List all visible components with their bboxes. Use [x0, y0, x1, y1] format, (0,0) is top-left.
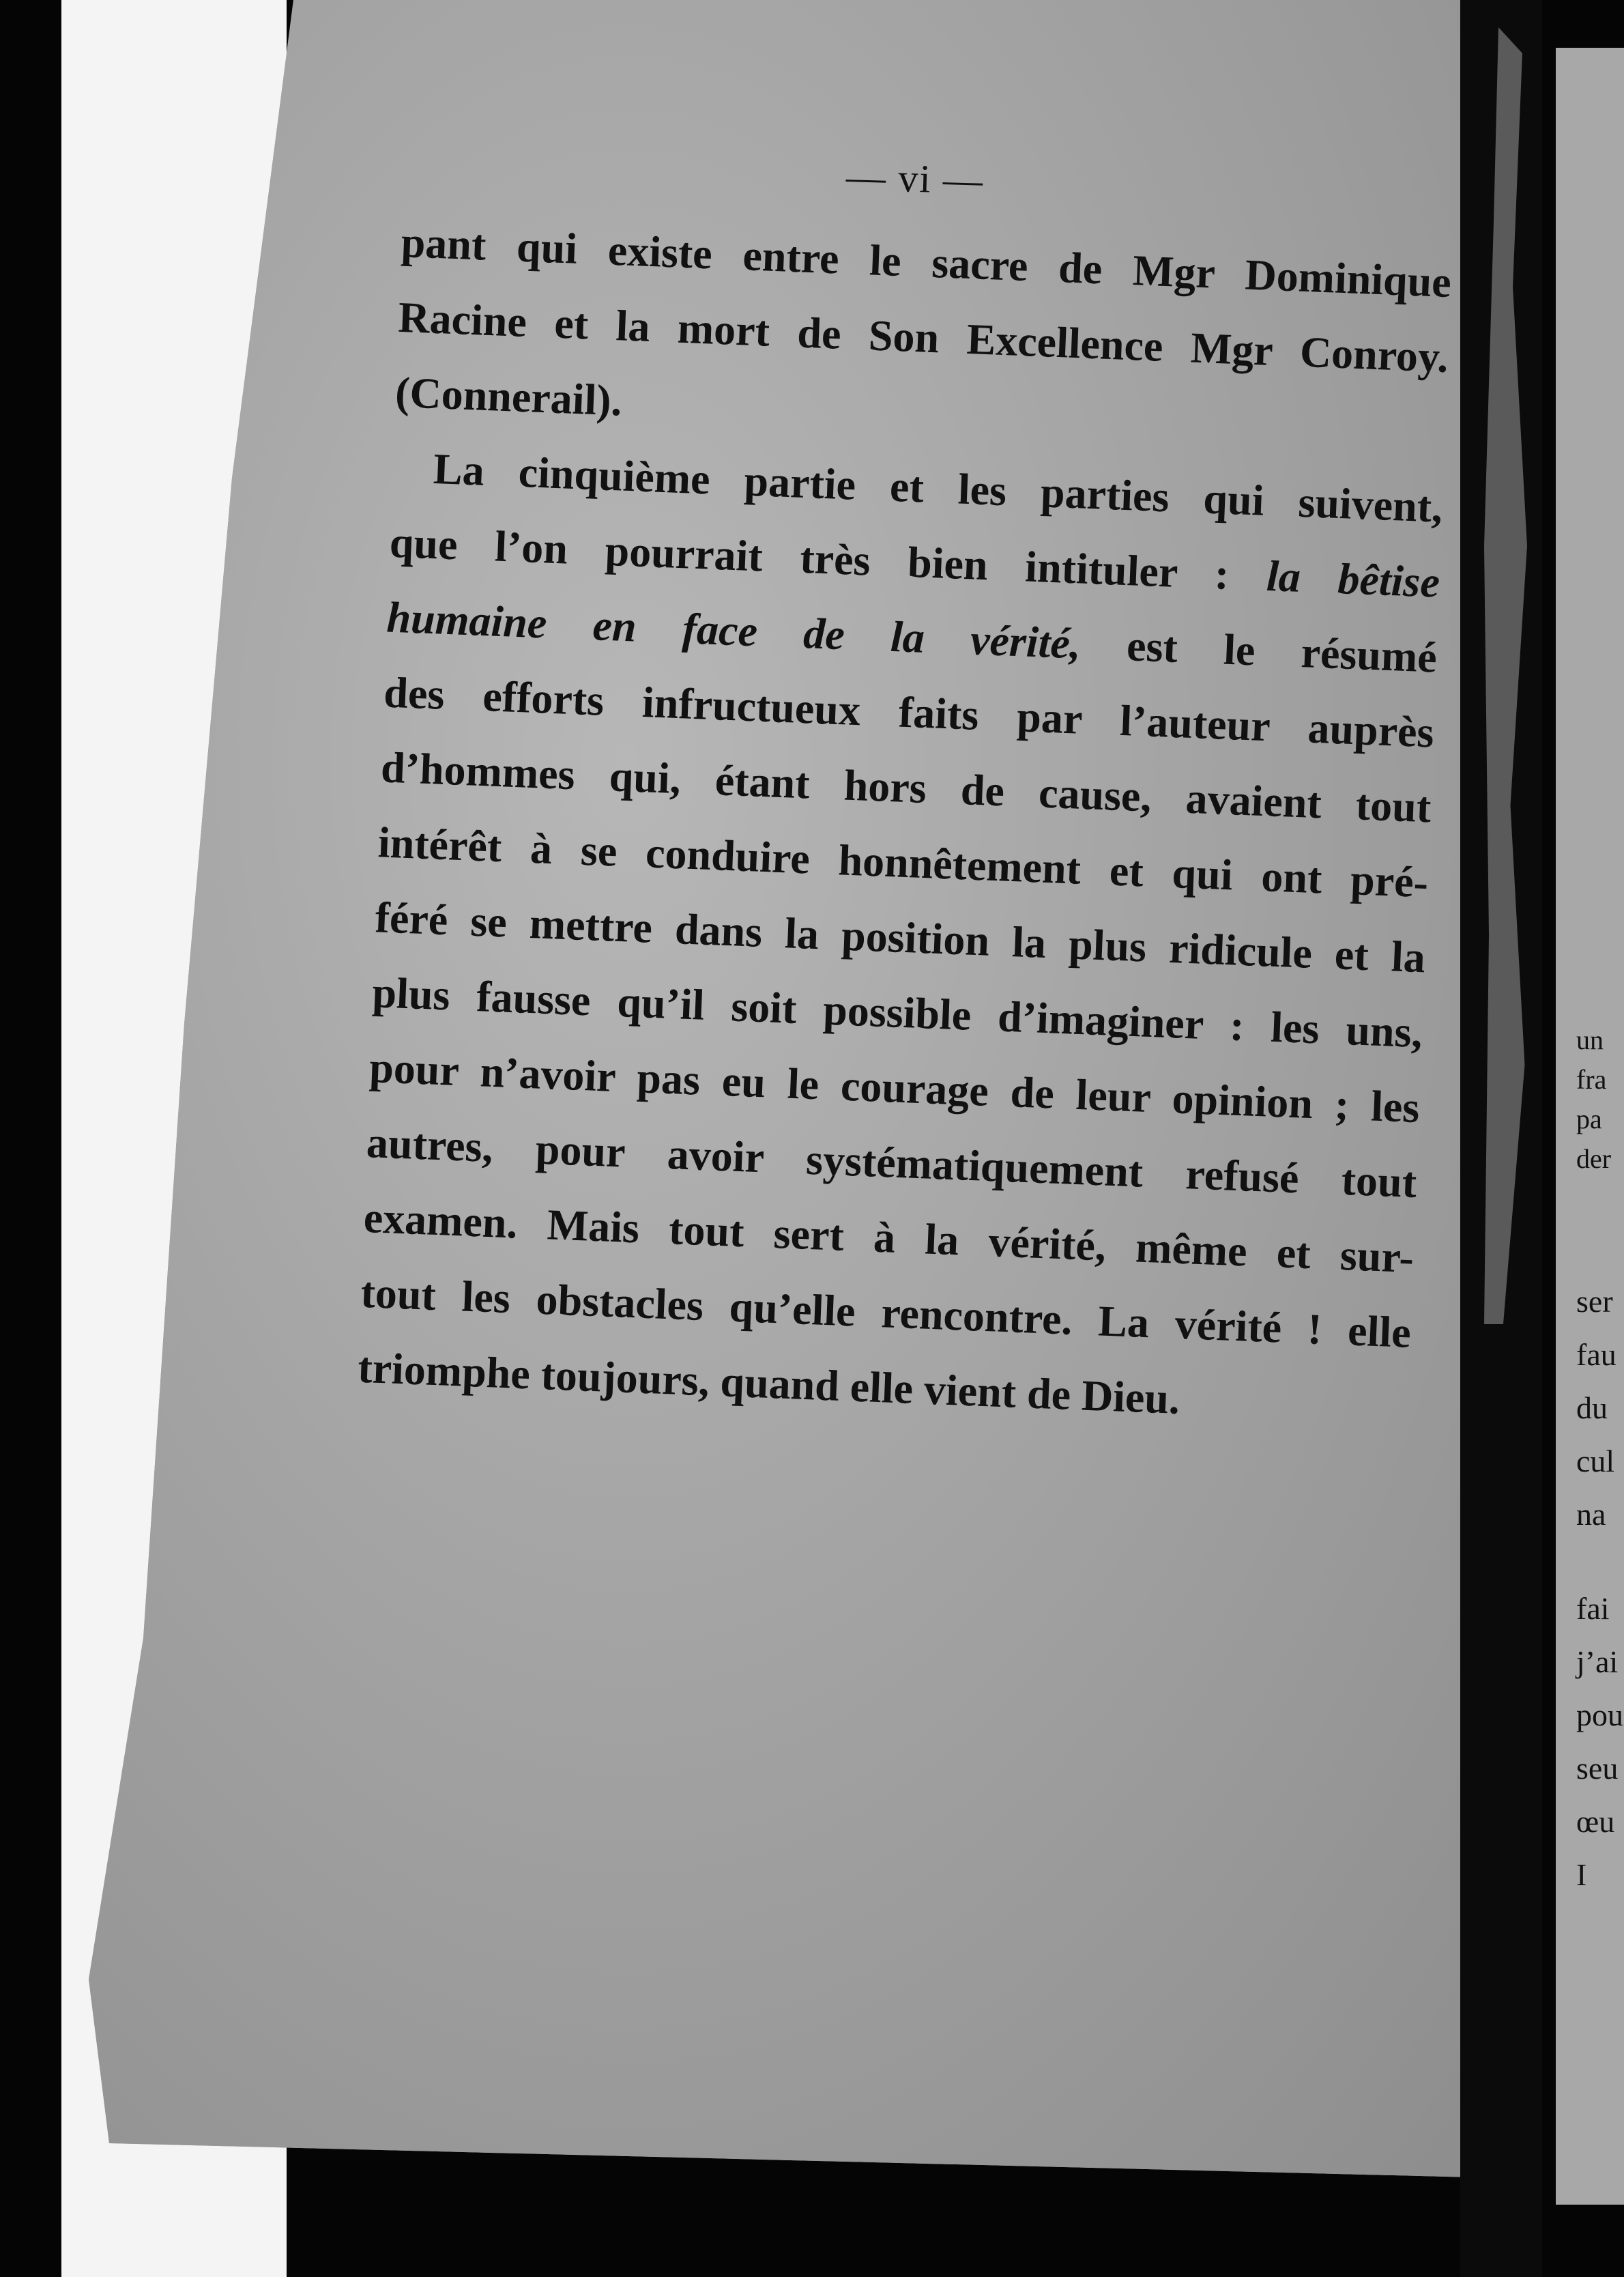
text-line: triomphe toujours, quand elle vient de Dieu.: [357, 1343, 1181, 1423]
next-page-fragment: seu: [1576, 1751, 1619, 1786]
text-line: intérêt à se conduire honnêtement et qui ont pré-: [377, 818, 1430, 907]
text-line: La cinquième partie et les parties qui suivent,: [432, 444, 1444, 532]
text-line: pant qui existe entre le sacre de Mgr Dominique: [400, 217, 1453, 307]
next-page-fragment: I: [1576, 1857, 1587, 1892]
next-page-fragment: fau: [1576, 1337, 1616, 1372]
text-line: d’hommes qui, étant hors de cause, avaient tout: [379, 743, 1432, 832]
text-line: des efforts infructueux faits par l’auteur auprès: [383, 668, 1435, 757]
next-page-fragment: pou: [1576, 1698, 1623, 1732]
next-page-fragment: fai: [1576, 1591, 1610, 1626]
text-line: examen. Mais tout sert à la vérité, même et sur-: [362, 1192, 1415, 1282]
page-number-header: — vi —: [845, 154, 985, 203]
next-page-fragment: j’ai: [1576, 1644, 1619, 1679]
italic-title-fragment: la bêtise: [1265, 552, 1441, 607]
text-line: plus fausse qu’il soit possible d’imaginer : les uns,: [371, 968, 1423, 1057]
body-text: [356, 205, 1452, 1446]
text-line: tout les obstacles qu’elle rencontre. La vérité ! elle: [360, 1268, 1412, 1357]
text-line: pour n’avoir pas eu le courage de leur opinion ; les: [368, 1043, 1421, 1132]
text-line: (Connerail).: [394, 367, 623, 425]
next-page-fragment: œu: [1576, 1804, 1615, 1839]
next-page-fragment: cul: [1576, 1444, 1615, 1478]
next-page-fragment: du: [1576, 1390, 1608, 1425]
next-page-fragment: ser: [1576, 1284, 1613, 1319]
italic-title-fragment: humaine en face de la vérité,: [386, 592, 1082, 668]
text-line: Racine et la mort de Son Excellence Mgr Conroy.: [397, 292, 1449, 382]
next-page-fragment: pa: [1576, 1104, 1602, 1134]
next-page-fragment: un: [1576, 1025, 1604, 1055]
next-page-fragment: fra: [1576, 1064, 1607, 1095]
text-line: féré se mettre dans la position la plus ridicule et la: [374, 893, 1427, 982]
next-page-fragment: der: [1576, 1143, 1612, 1174]
text-line: autres, pour avoir systématiquement refusé tout: [365, 1118, 1418, 1207]
text-fragment: est le résumé: [1125, 621, 1438, 682]
next-page-fragment: na: [1576, 1497, 1606, 1532]
text-fragment: que l’on pourrait très bien intituler :: [388, 517, 1230, 599]
